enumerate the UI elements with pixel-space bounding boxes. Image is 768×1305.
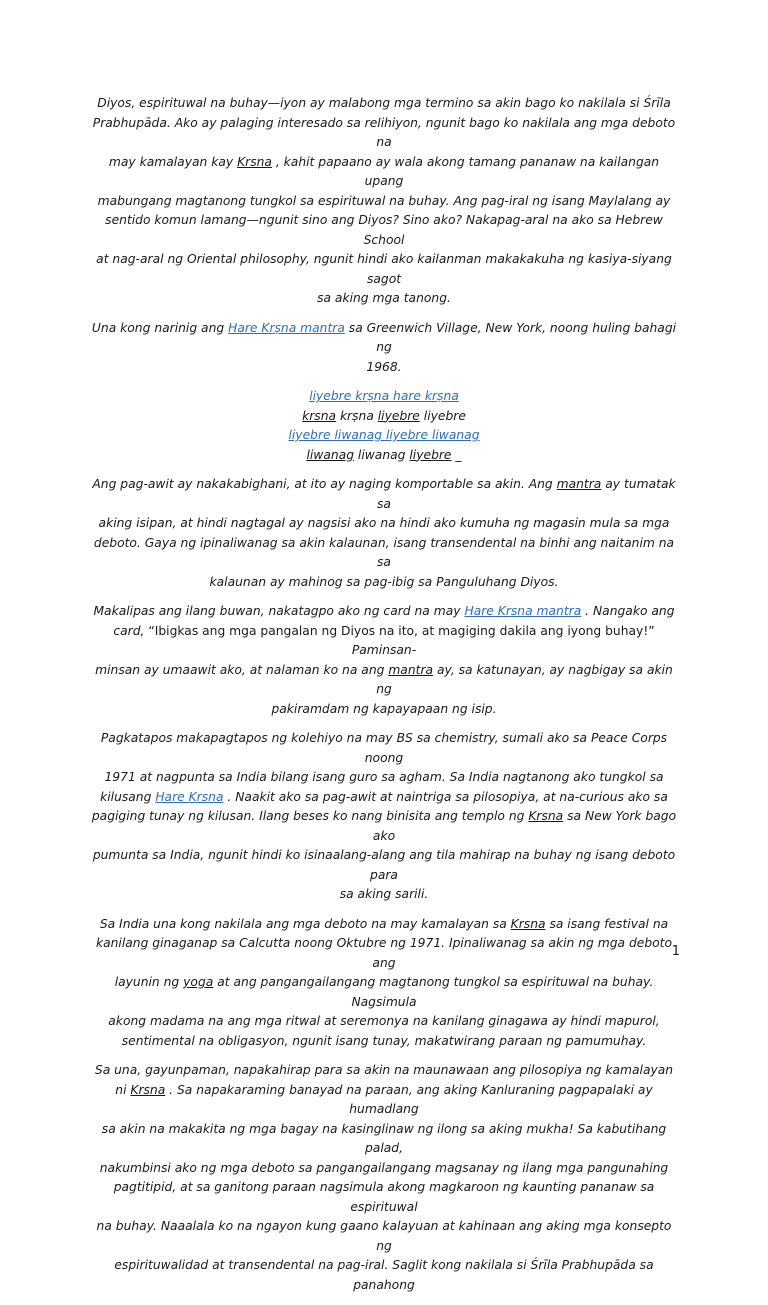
text-run: mabungang magtanong tungkol sa espirituwal na buhay. Ang pag-iral ng isang Maylalang ay [97,193,671,208]
text-run: ay tumatak sa [377,477,676,511]
text-run: Paminsan- [351,643,417,657]
text-run: kilusang [100,789,156,804]
page-number: 1 [671,944,680,959]
text-run: sa aking sarili. [339,887,429,901]
text-run: sa akin na makakita ng mga bagay na kasinglinaw ng ilong sa aking mukha! Sa kabutihang palad, [101,1121,667,1155]
text-run: Diyos, espirituwal na buhay—iyon ay malabong mga termino sa akin bago ko nakilala si Śrīla [97,96,671,110]
underlined-term: mantra [556,477,602,491]
text-run: 1968. [366,359,402,374]
underlined-term: Krsna [237,154,272,169]
paragraph [88,602,680,719]
underlined-term: krsna [302,408,337,423]
hyperlink[interactable]: liyebre liwanag liyebre liwanag [288,428,480,442]
text-run: . Naakit ako sa pag-awit at naintriga sa pilosopiya, at na-curious ako sa [223,789,668,804]
text-run: at ang pangangailangang magtanong tungkol sa espirituwal na buhay. Nagsimula [213,975,654,1009]
underlined-term: Krsna [528,809,564,823]
text-run: pakiramdam ng kapayapaan ng isip. [271,701,497,716]
paragraph [88,729,680,905]
text-run: Sa una, gayunpaman, napakahirap para sa akin na maunawaan ang pilosopiya ng kamalayan [94,1063,674,1077]
paragraph [88,475,680,592]
hyperlink[interactable]: Hare Krsna [155,789,224,804]
paragraph [88,94,680,309]
underlined-term: yoga [183,975,214,989]
text-run: 1971 at nagpunta sa India bilang isang guro sa agham. Sa India nagtanong ako tungkol sa [104,770,664,784]
text-run: _ [451,447,462,462]
text-run: . Nangako ang [581,604,675,618]
text-run: sa aking mga tanong. [317,291,451,305]
text-run: sa Greenwich Village, New York, noong huling bahagi ng [344,320,677,354]
verse-block [88,387,680,465]
hyperlink[interactable]: Hare Krṣna mantra [228,320,345,335]
text-run: sa New York bago ako [372,809,677,843]
text-run: krṣna [336,408,378,423]
text-run: deboto. Gaya ng ipinaliwanag sa akin kalaunan, isang transendental na binhi ang naitanim na sa [93,535,675,569]
paragraph [88,1061,680,1295]
underlined-term: Krsna [130,1082,166,1097]
text-run: may kamalayan kay [108,154,238,169]
text-run: , kahit papaano ay wala akong tamang pananaw na kailangan upang [271,154,660,188]
underlined-term: mantra [388,662,434,677]
text-run: Una kong narinig ang [91,320,229,335]
text-run: pagiging tunay ng kilusan. Ilang beses ko nang binisita ang templo ng [91,809,529,823]
underlined-term: Krsna [510,916,546,931]
text-run: espirituwalidad at transendental na pag-iral. Saglit kong nakilala si Śrīla Prabhupāda sa panahong [114,1258,654,1292]
text-run: ni [115,1082,131,1097]
text-run: sentido komun lamang—ngunit sino ang Diyos? Sino ako? Nakapag-aral na ako sa Hebrew School [105,213,663,247]
text-run: ay, sa katunayan, ay nagbigay sa akin ng [376,662,673,696]
text-run: kalaunan ay mahinog sa pag-ibig sa Panguluhang Diyos. [209,574,559,589]
underlined-term: liyebre [377,408,420,423]
hyperlink[interactable]: Hare Krsna mantra [464,604,582,618]
text-run: card, [113,623,149,638]
text-run: sa isang festival na [545,916,669,931]
text-run: kanilang ginaganap sa Calcutta noong Oktubre ng 1971. Ipinaliwanag sa akin ng mga deboto ang [95,936,673,970]
text-run: Makalipas ang ilang buwan, nakatagpo ako ng card na may [93,604,465,618]
text-run: Sa India una kong nakilala ang mga deboto na may kamalayan sa [99,916,511,931]
text-run: na buhay. Naaalala ko na ngayon kung gaano kalayuan at kahinaan ang aking mga konsepto ng [96,1219,672,1253]
text-run: at nag-aral ng Oriental philosophy, ngunit hindi ako kailanman makakakuha ng kasiya-siyang sagot [96,252,672,286]
text-run: sentimental na obligasyon, ngunit isang tunay, makatwirang paraan ng pamumuhay. [121,1033,647,1048]
text-run: minsan ay umaawit ako, at nalaman ko na ang [95,662,389,677]
text-run: aking isipan, at hindi nagtagal ay nagsisi ako na hindi ako kumuha ng magasin mula sa mga [98,516,670,530]
text-run: Prabhupāda. Ako ay palaging interesado sa relihiyon, ngunit bago ko nakilala ang mga deboto na [92,115,676,149]
text-run: pumunta sa India, ngunit hindi ko isinaalang-alang ang tila mahirap na buhay ng isang deboto para [92,848,676,882]
underlined-term: liwanag [306,447,354,462]
underlined-term: liyebre [409,447,452,462]
document-body [88,94,680,1305]
text-run: liwanag [354,447,410,462]
text-run: liyebre [419,408,466,423]
text-run: Pagkatapos makapagtapos ng kolehiyo na may BS sa chemistry, sumali ako sa Peace Corps noong [100,731,668,765]
paragraph [88,915,680,1052]
paragraph [88,319,680,378]
text-run: akong madama na ang mga ritwal at seremonya na kanilang ginagawa ay hindi mapurol, [108,1014,660,1028]
hyperlink[interactable]: liyebre krṣna hare krṣna [309,389,459,403]
text-run: layunin ng [114,975,184,989]
quoted-text: “Ibigkas ang mga pangalan ng Diyos na ito, at magiging dakila ang iyong buhay!” [148,623,655,638]
text-run: . Sa napakaraming banayad na paraan, ang aking Kanluraning pagpapalaki ay humadlang [165,1082,653,1116]
text-run: Ang pag-awit ay nakakabighani, at ito ay naging komportable sa akin. Ang [92,477,557,491]
text-run: nakumbinsi ako ng mga deboto sa pangangailangang magsanay ng ilang mga pangunahing [99,1160,669,1175]
text-run: pagtitipid, at sa ganitong paraan nagsimula akong magkaroon ng kaunting pananaw sa espirituwal [113,1180,655,1214]
